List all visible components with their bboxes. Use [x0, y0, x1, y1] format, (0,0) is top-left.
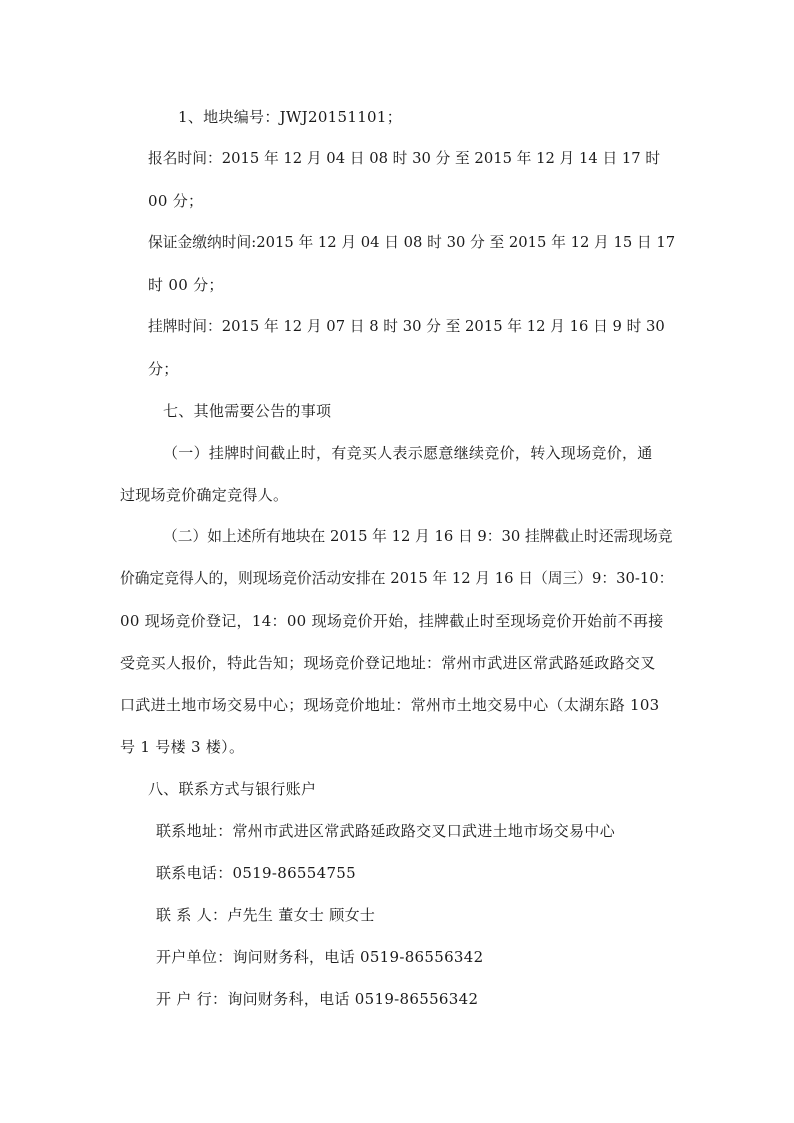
para-one-line-1: （一）挂牌时间截止时，有竞买人表示愿意继续竞价，转入现场竞价，通 — [163, 444, 653, 462]
registration-time-line-cont: 00 分； — [148, 192, 204, 210]
para-two-line-3: 00 现场竞价登记，14：00 现场竞价开始，挂牌截止时至现场竞价开始前不再接 — [120, 612, 664, 630]
para-two-line-5: 口武进土地市场交易中心；现场竞价地址：常州市土地交易中心（太湖东路 103 — [120, 696, 660, 714]
para-two-line-4: 受竞买人报价，特此告知；现场竞价登记地址：常州市武进区常武路延政路交叉 — [120, 654, 656, 672]
contact-address: 联系地址：常州市武进区常武路延政路交叉口武进土地市场交易中心 — [156, 822, 616, 840]
contact-phone: 联系电话：0519-86554755 — [156, 864, 356, 882]
account-holder: 开户单位：询问财务科，电话 0519-86556342 — [156, 948, 484, 966]
listing-time-line: 挂牌时间：2015 年 12 月 07 日 8 时 30 分 至 2015 年 12 月 16 日 9 时 30 — [148, 318, 665, 335]
contact-person: 联 系 人：卢先生 董女士 顾女士 — [156, 906, 376, 924]
deposit-time-line: 保证金缴纳时间:2015 年 12 月 04 日 08 时 30 分 至 2015 年 12 月 15 日 17 — [148, 234, 676, 251]
parcel-number-line: 1、地块编号：JWJ20151101； — [178, 108, 403, 126]
account-bank: 开 户 行：询问财务科，电话 0519-86556342 — [156, 990, 479, 1008]
section-eight-heading: 八、联系方式与银行账户 — [148, 780, 317, 798]
para-two-line-6: 号 1 号楼 3 楼）。 — [120, 738, 245, 756]
registration-time-line: 报名时间：2015 年 12 月 04 日 08 时 30 分 至 2015 年 12 月 14 日 17 时 — [148, 150, 661, 167]
deposit-time-line-cont: 时 00 分； — [148, 276, 224, 294]
para-two-line-1: （二）如上述所有地块在 2015 年 12 月 16 日 9：30 挂牌截止时还需现场竞 — [163, 528, 673, 545]
para-one-line-2: 过现场竞价确定竞得人。 — [120, 486, 289, 504]
listing-time-line-cont: 分； — [148, 360, 179, 378]
section-seven-heading: 七、其他需要公告的事项 — [163, 402, 332, 420]
para-two-line-2: 价确定竞得人的，则现场竞价活动安排在 2015 年 12 月 16 日（周三）9：30-10： — [120, 570, 674, 587]
